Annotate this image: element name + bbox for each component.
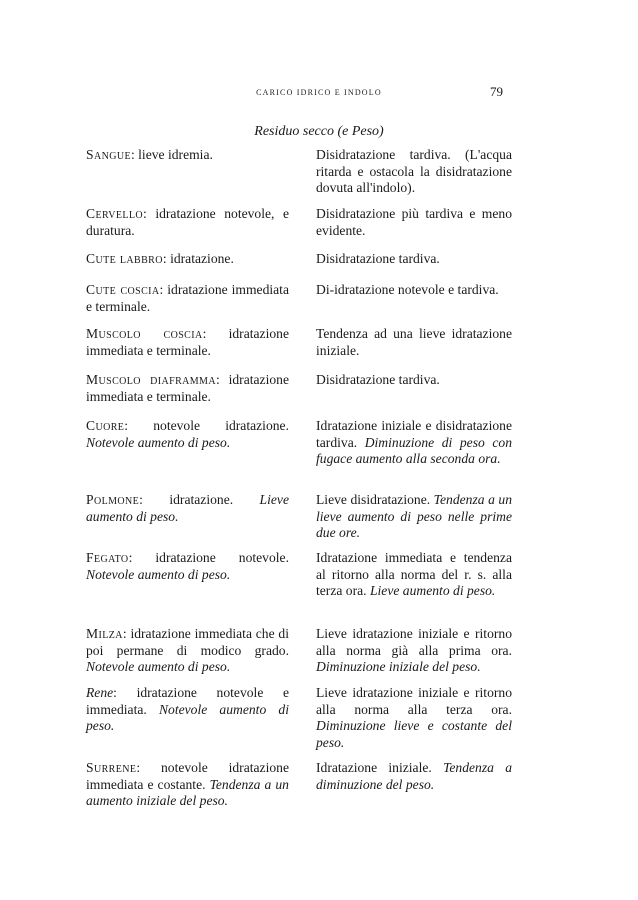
entry-right-cuore — [316, 418, 512, 468]
right-text: Lieve disidratazione. — [316, 492, 431, 507]
entry-left-cuore: Cuore: notevole idratazione. Notevole aumento di peso. — [86, 418, 289, 450]
entry-left-cervello: Cervello: idratazione notevole, e duratura. — [86, 206, 289, 238]
entry-left-cute-labbro: Cute labbro: idratazione. — [86, 251, 234, 266]
organ-label: Cuore — [86, 418, 125, 433]
left-text: notevole idratazione immediata e costante. — [86, 760, 289, 792]
entry-right-cervello — [316, 206, 512, 239]
left-text: idratazione. — [169, 492, 234, 507]
entry-left-sangue: Sangue: lieve idremia. — [86, 147, 213, 162]
entry-left-polmone: Polmone: idratazione. Lieve aumento di peso. — [86, 492, 289, 524]
left-text: lieve idremia. — [138, 147, 213, 162]
running-head: CARICO IDRICO E INDOLO — [256, 88, 382, 97]
entry-right-cute-labbro — [316, 251, 512, 268]
right-note: Tendenza a un lieve aumento di peso nelle prime due ore. — [316, 492, 512, 540]
right-text: Idratazione immediata e tendenza al ritorno alla norma del r. s. alla terza ora. — [316, 550, 512, 598]
organ-label: Rene — [86, 685, 114, 700]
left-text: idratazione immediata e terminale. — [86, 282, 289, 314]
organ-label: Milza — [86, 626, 123, 641]
entry-right-rene — [316, 685, 512, 751]
organ-label: Cute coscia — [86, 282, 160, 297]
left-text: idratazione notevole. — [155, 550, 289, 565]
left-note: Lieve aumento di peso. — [86, 492, 289, 524]
entry-right-polmone — [316, 492, 512, 542]
right-text: Disidratazione tardiva. — [316, 251, 440, 266]
right-note: Diminuzione di peso con fugace aumento alla seconda ora. — [316, 434, 512, 466]
entry-left-surrene: Surrene: notevole idratazione immediata e costante. Tendenza a un aumento iniziale del peso. — [86, 760, 289, 808]
right-note: Diminuzione iniziale del peso. — [316, 659, 481, 674]
organ-label: Sangue — [86, 147, 131, 162]
left-text: idratazione immediata e terminale. — [86, 372, 289, 404]
left-note: Notevole aumento di peso. — [86, 434, 231, 450]
entry-left-fegato: Fegato: idratazione notevole. Notevole aumento di peso. — [86, 550, 289, 582]
page-number: 79 — [490, 84, 503, 99]
entry-right-cute-coscia — [316, 282, 512, 299]
entry-left-muscolo-coscia: Muscolo coscia: idratazione immediata e terminale. — [86, 326, 289, 358]
left-text: idratazione. — [170, 251, 234, 266]
organ-label: Cervello — [86, 206, 144, 221]
right-text: Idratazione iniziale. — [316, 760, 432, 775]
right-text: Di-idratazione notevole e tardiva. — [316, 282, 499, 297]
organ-label: Surrene — [86, 760, 137, 775]
organ-label: Cute labbro — [86, 251, 163, 266]
right-note: Diminuzione lieve e costante del peso. — [316, 718, 512, 750]
entry-right-fegato — [316, 550, 512, 600]
right-note: Lieve aumento di peso. — [369, 583, 496, 598]
right-text: Lieve idratazione iniziale e ritorno alla norma già alla prima ora. — [316, 626, 512, 658]
entry-right-surrene — [316, 760, 512, 793]
right-text: Tendenza ad una lieve idratazione iniziale. — [316, 326, 512, 358]
left-text: idratazione immediata che di poi permane di modico grado. — [86, 626, 289, 658]
entry-left-cute-coscia: Cute coscia: idratazione immediata e terminale. — [86, 282, 289, 314]
entry-left-milza: Milza: idratazione immediata che di poi permane di modico grado. Notevole aumento di peso. — [86, 626, 289, 674]
left-text: idratazione immediata e terminale. — [86, 326, 289, 358]
organ-label: Polmone — [86, 492, 140, 507]
right-note: Tendenza a diminuzione del peso. — [316, 760, 512, 792]
left-note: Tendenza a un aumento iniziale del peso. — [86, 776, 289, 808]
section-title: Residuo secco (e Peso) — [254, 124, 384, 139]
left-text: idratazione notevole, e duratura. — [86, 206, 289, 238]
left-text: notevole idratazione. — [153, 418, 289, 433]
right-text: Lieve idratazione iniziale e ritorno alla norma alla terza ora. — [316, 685, 512, 717]
organ-label: Muscolo diaframma — [86, 372, 216, 387]
entry-right-milza — [316, 626, 512, 676]
entry-right-sangue — [316, 147, 512, 197]
entry-right-muscolo-coscia — [316, 326, 512, 359]
left-note: Notevole aumento di peso. — [86, 701, 289, 733]
right-text: Disidratazione tardiva. — [316, 372, 440, 387]
organ-label: Fegato — [86, 550, 129, 565]
organ-label: Muscolo coscia — [86, 326, 203, 341]
right-text: Disidratazione più tardiva e meno evidente. — [316, 206, 512, 238]
entry-right-muscolo-diaframma — [316, 372, 512, 389]
left-text: idratazione notevole e immediata. — [86, 685, 289, 717]
right-text: Idratazione iniziale e disidratazione tardiva. — [316, 418, 512, 450]
entry-left-muscolo-diaframma: Muscolo diaframma: idratazione immediata e terminale. — [86, 372, 289, 404]
right-text: Disidratazione tardiva. (L'acqua ritarda e ostacola la disidratazione dovuta all'indolo). — [316, 147, 512, 195]
left-note: Notevole aumento di peso. — [86, 566, 231, 582]
left-note: Notevole aumento di peso. — [86, 659, 231, 674]
entry-left-rene: Rene: idratazione notevole e immediata. Notevole aumento di peso. — [86, 685, 289, 733]
